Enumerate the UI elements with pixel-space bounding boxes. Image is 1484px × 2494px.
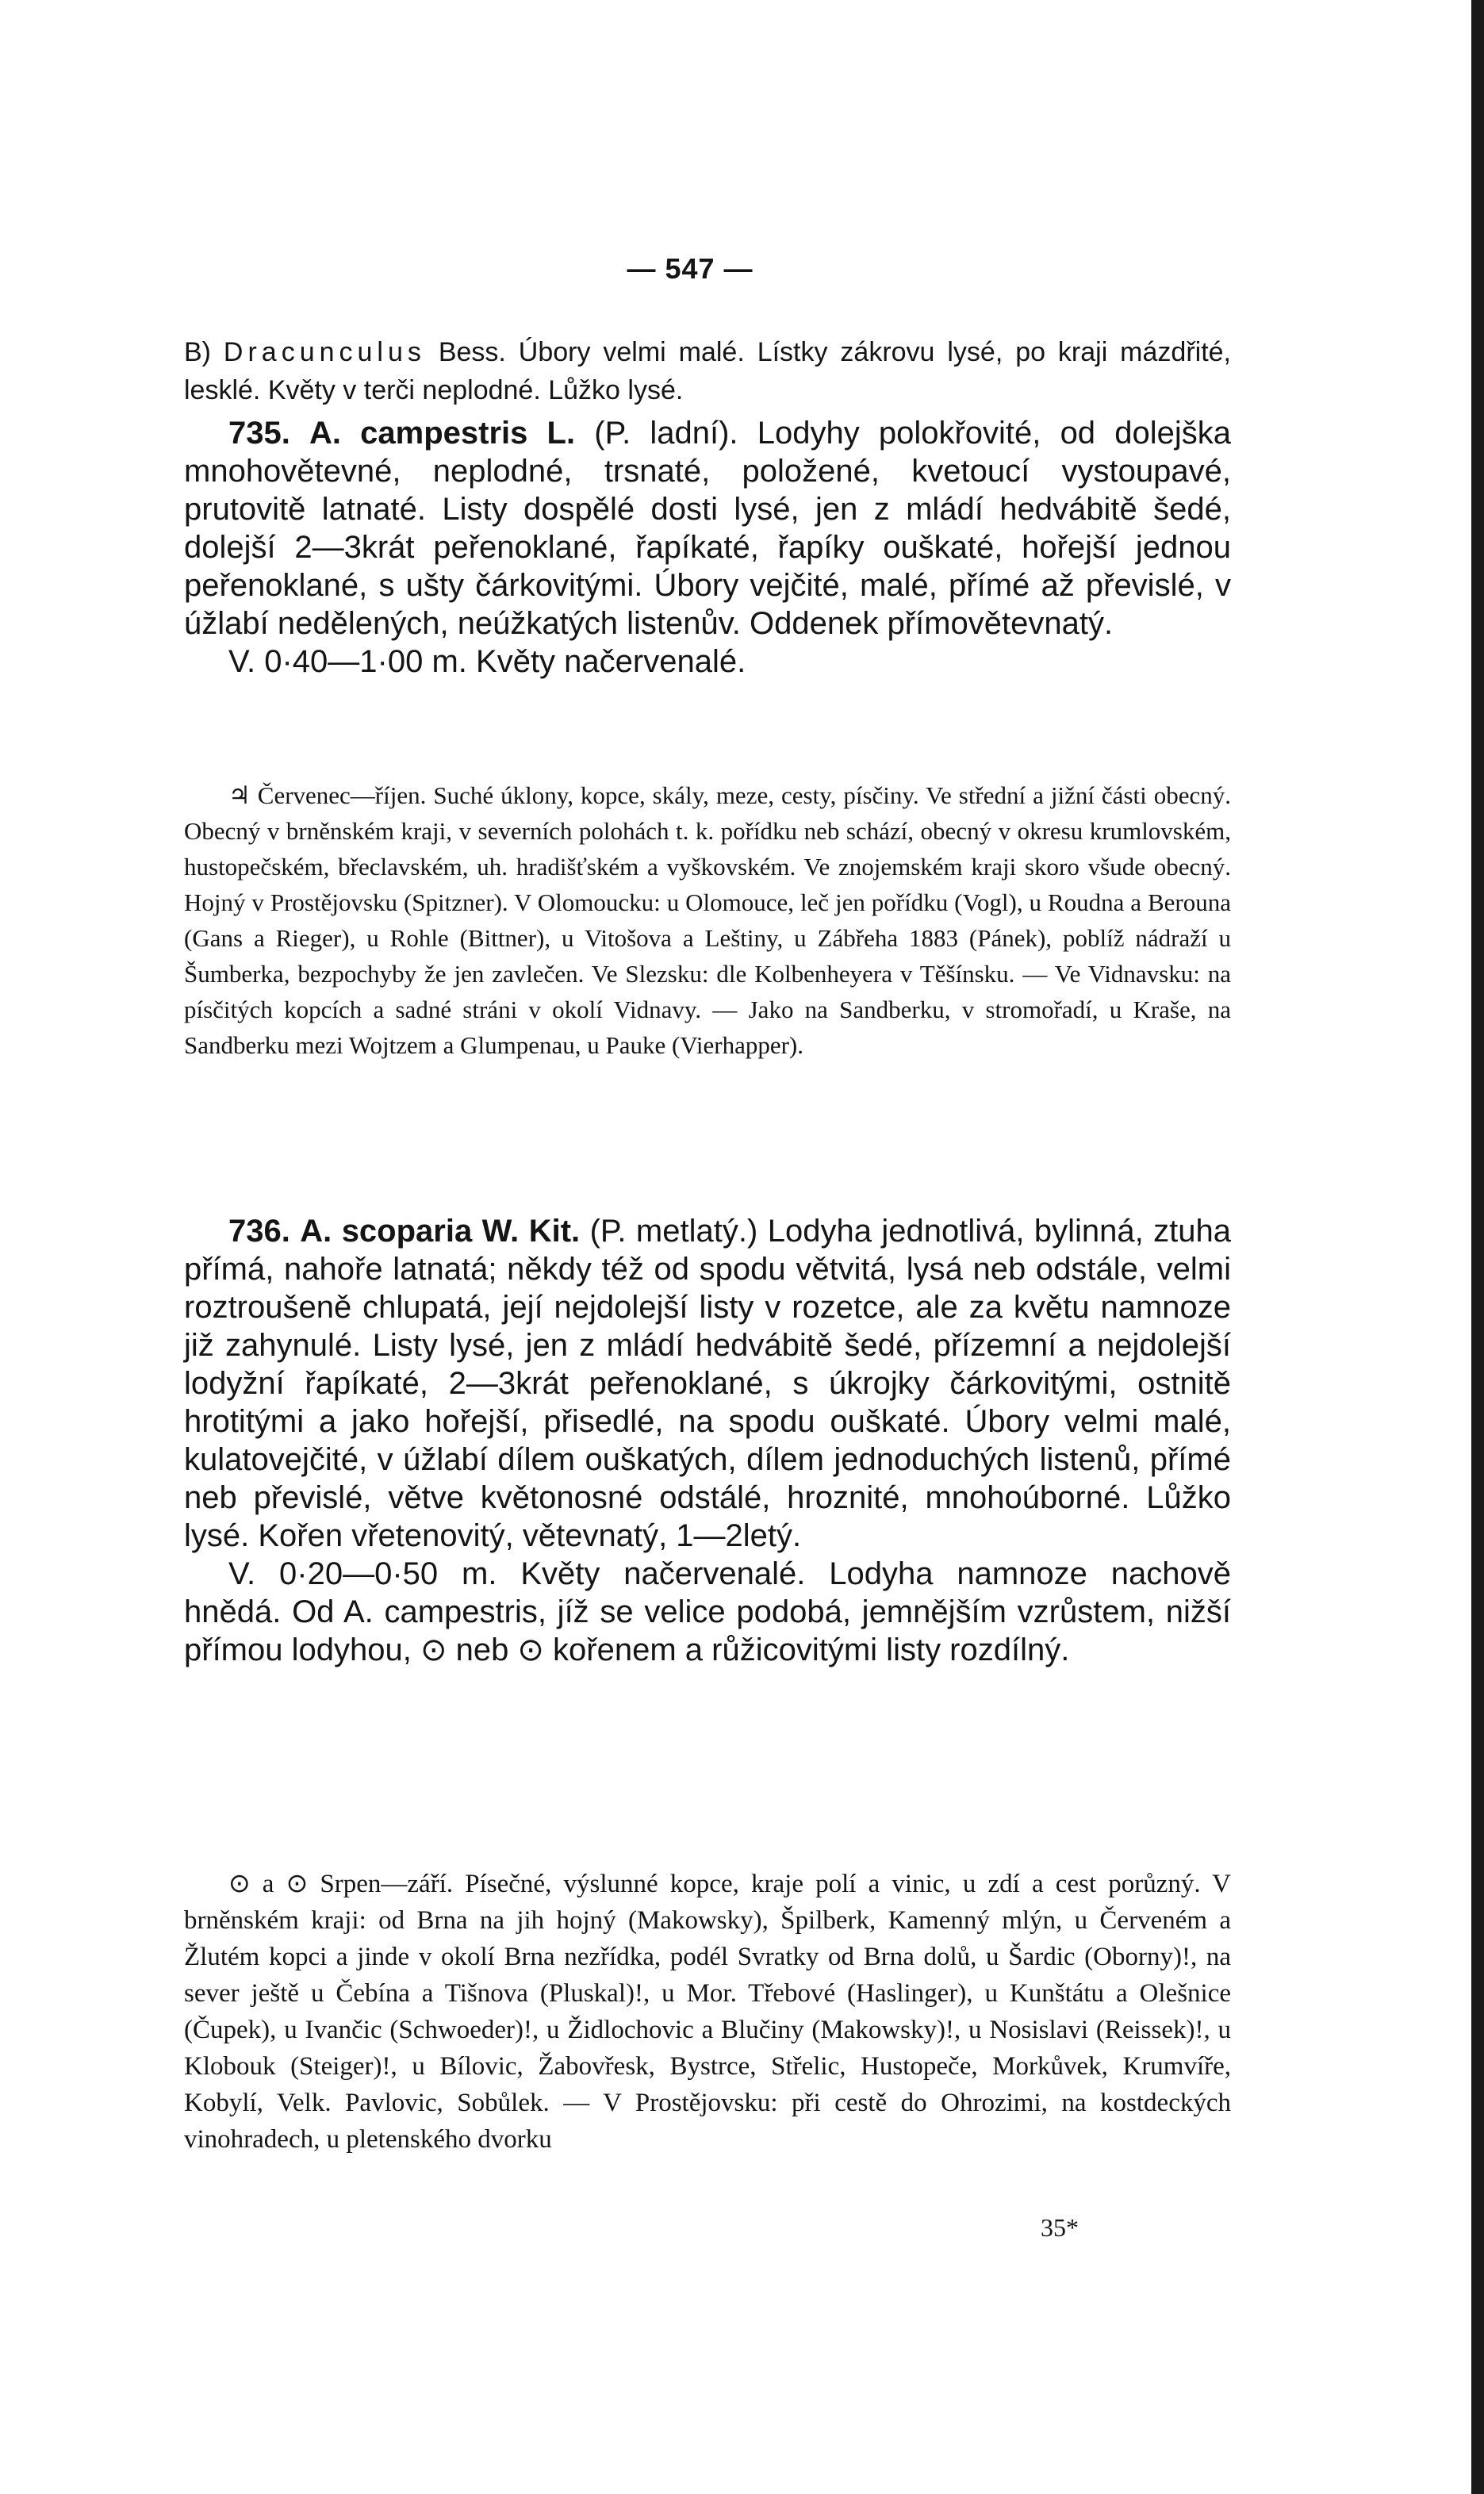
entry-736-number: 736. bbox=[228, 1214, 290, 1249]
entry-735-distribution: ♃ Červenec—říjen. Suché úklony, kopce, skály, meze, cesty, písčiny. Ve střední a jižní části obecný. Obecný v brněnském kraji, v severních polohách t. k. pořídku neb schází, obecný v okresu krumlovském, hustopečském, břeclavském, uh. hradišťském a vyškovském. Ve znojemském kraji skoro všude obecný. Hojný v Prostějovsku (Spitzner). V Olomoucku: u Olomouce, leč jen pořídku (Vogl), u Roudna a Berouna (Gans a Rieger), u Rohle (Bittner), u Vitošova a Leštiny, u Zábřeha 1883 (Pánek), poblíž nádraží u Šumberka, bezpochyby že jen zavlečen. Ve Slezsku: dle Kolbenheyera v Těšínsku. — Ve Vidnavsku: na písčitých kopcích a sadné stráni v okolí Vidnavy. — Jako na Sandberku, v stromořadí, u Kraše, na Sandberku mezi Wojtzem a Glumpenau, u Pauke (Vierhapper). bbox=[184, 781, 1231, 1059]
section-b-heading bbox=[184, 333, 1231, 409]
section-b-text: Bess. Úbory velmi malé. Lístky zákrovu lysé, po kraji mázdřité, lesklé. Květy v terči neplodné. Lůžko lysé. bbox=[184, 337, 1231, 405]
entry-736-height: V. 0·20—0·50 m. Květy načervenalé. Lodyha namnoze nachově hnědá. Od A. campestris, jíž se velice podobá, jemnějším vzrůstem, nižší přímou lodyhou, ⊙ neb ⊙ kořenem a růžicovitými listy rozdílný. bbox=[184, 1556, 1231, 1667]
entry-735-name: A. campestris L. bbox=[309, 416, 576, 451]
scan-edge bbox=[1471, 0, 1484, 2494]
section-b-label: B) bbox=[184, 337, 224, 367]
entry-736-description: Lodyha jednotlivá, bylinná, ztuha přímá, nahoře latnatá; někdy též od spodu větvitá, lysá neb odstále, velmi roztroušeně chlupatá, její nejdolejší listy v rozetce, ale za květu namnoze již zahynulé. Listy lysé, jen z mládí hedvábitě šedé, přízemní a nejdolejší lodyžní řapíkaté, 2—3krát peřenoklané, s úkrojky čárkovitými, ostnitě hrotitými a jako hořejší, přisedlé, na spodu ouškaté. Úbory velmi malé, kulatovejčité, v úžlabí dílem ouškatých, dílem jednoduchých listenů, přímé neb převislé, větve květonosné odstálé, hroznité, mnohoúborné. Lůžko lysé. Kořen vřetenovitý, větevnatý, 1—2letý. bbox=[184, 1214, 1232, 1553]
entry-735-paragraph bbox=[184, 414, 1231, 643]
entry-735-common: (P. ladní). bbox=[594, 416, 738, 451]
entry-735-number: 735. bbox=[228, 416, 290, 451]
section-b-genus: Dracunculus bbox=[223, 337, 426, 367]
entry-735 bbox=[184, 414, 1231, 681]
entry-736-name: A. scoparia W. Kit. bbox=[300, 1214, 581, 1249]
entry-735-height: V. 0·40—1·00 m. Květy načervenalé. bbox=[228, 644, 746, 679]
entry-735-description: Lodyhy polokřovité, od dolejška mnohovětevné, neplodné, trsnaté, položené, kvetoucí vystoupavé, prutovitě latnaté. Listy dospělé dosti lysé, jen z mládí hedvábitě šedé, dolejší 2—3krát peřenoklané, řapíkaté, řapíky ouškaté, hořejší jednou peřenoklané, s ušty čárkovitými. Úbory vejčité, malé, přímé až převislé, v úžlabí nedělených, neúžkatých listenův. Oddenek přímovětevnatý. bbox=[184, 416, 1231, 641]
entry-736 bbox=[184, 1212, 1231, 1669]
entry-736-distribution: ⊙ a ⊙ Srpen—září. Písečné, výslunné kopce, kraje polí a vinic, u zdí a cest porůzný. V brněnském kraji: od Brna na jih hojný (Makowsky), Špilberk, Kamenný mlýn, u Červeném a Žlutém kopci a jinde v okolí Brna nezřídka, podél Svratky od Brna dolů, u Šardic (Oborny)!, na sever ještě u Čebína a Tišnova (Pluskal)!, u Mor. Třebové (Haslinger), u Kunštátu a Olešnice (Čupek), u Ivančic (Schwoeder)!, u Židlochovic a Blučiny (Makowsky)!, u Nosislavi (Reissek)!, u Klobouk (Steiger)!, u Bílovic, Žabovřesk, Bystrce, Střelic, Hustopeče, Morkůvek, Krumvíře, Kobylí, Velk. Pavlovic, Sobůlek. — V Prostějovsku: při cestě do Ohrozimi, na kostdeckých vinohradech, u pletenského dvorku bbox=[184, 1870, 1231, 2154]
page-number: — 547 — bbox=[627, 252, 754, 285]
signature-mark: 35* bbox=[1041, 2213, 1079, 2242]
entry-736-common: (P. metlatý.) bbox=[589, 1214, 758, 1249]
entry-736-paragraph bbox=[184, 1212, 1231, 1555]
